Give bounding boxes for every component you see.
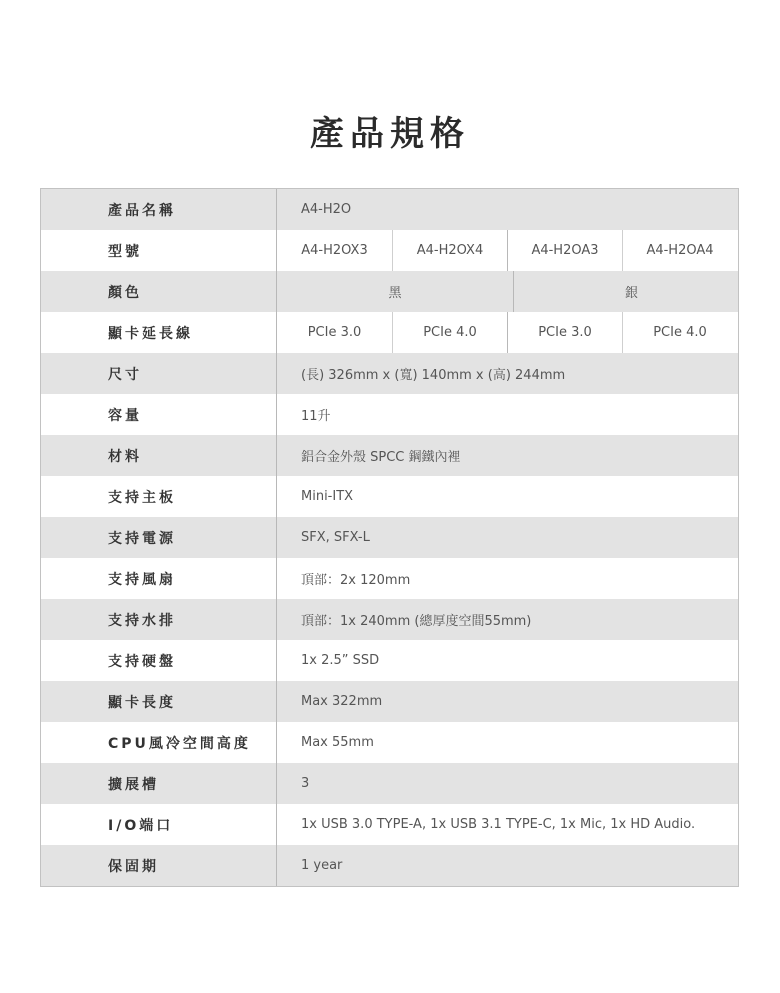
spec-table <box>40 188 739 887</box>
spec-row-motherboard <box>41 476 738 517</box>
row-label: 產品名稱 <box>41 189 277 230</box>
spec-row-storage <box>41 640 738 681</box>
model-cell: A4-H2OA3 <box>507 230 622 271</box>
spec-row-psu <box>41 517 738 558</box>
color-cells <box>277 271 749 312</box>
row-value: (長) 326mm x (寬) 140mm x (高) 244mm <box>301 368 566 383</box>
row-value: Max 55mm <box>301 735 374 750</box>
spec-row-cpu-cooler-height <box>41 722 738 763</box>
row-label: 顏色 <box>41 271 277 312</box>
row-label: 容量 <box>41 394 277 435</box>
row-value: 1x 2.5” SSD <box>301 653 380 668</box>
spec-row-riser-cable <box>41 312 738 353</box>
row-value: 1 year <box>301 858 343 873</box>
row-label: 尺寸 <box>41 353 277 394</box>
row-value: 頂部：1x 240mm (總厚度空間55mm) <box>301 614 532 629</box>
riser-cells <box>277 312 738 353</box>
spec-row-gpu-length <box>41 681 738 722</box>
spec-row-material <box>41 435 738 476</box>
row-value: 鋁合金外殼 SPCC 鋼鐵內裡 <box>301 450 461 465</box>
spec-row-warranty <box>41 845 738 886</box>
row-value: Mini-ITX <box>301 489 354 504</box>
spec-row-product-name <box>41 189 738 230</box>
row-label: 支持水排 <box>41 599 277 640</box>
page-title: 產品規格 <box>310 114 470 154</box>
model-cells <box>277 230 738 271</box>
row-label: 支持風扇 <box>41 558 277 599</box>
row-value: 3 <box>301 776 310 791</box>
row-label: 顯卡延長線 <box>41 312 277 353</box>
spec-row-volume <box>41 394 738 435</box>
row-label: CPU風冷空間高度 <box>41 722 277 763</box>
row-label: 型號 <box>41 230 277 271</box>
riser-cell: PCIe 3.0 <box>507 312 622 353</box>
riser-cell: PCIe 4.0 <box>622 312 737 353</box>
row-label: 保固期 <box>41 845 277 886</box>
model-cell: A4-H2OA4 <box>622 230 737 271</box>
spec-row-color <box>41 271 738 312</box>
spec-row-io-ports <box>41 804 738 845</box>
row-label: 支持主板 <box>41 476 277 517</box>
spec-row-radiator <box>41 599 738 640</box>
row-label: 支持電源 <box>41 517 277 558</box>
row-label: 支持硬盤 <box>41 640 277 681</box>
row-label: 材料 <box>41 435 277 476</box>
spec-row-expansion-slots <box>41 763 738 804</box>
row-value: 頂部：2x 120mm <box>301 573 411 588</box>
row-label: 顯卡長度 <box>41 681 277 722</box>
row-value: A4-H2O <box>301 202 352 217</box>
row-value: Max 322mm <box>301 694 383 709</box>
row-label: I/O端口 <box>41 804 277 845</box>
row-label: 擴展槽 <box>41 763 277 804</box>
row-value: 11升 <box>301 409 331 424</box>
row-value: SFX, SFX-L <box>301 530 370 545</box>
model-cell: A4-H2OX4 <box>392 230 507 271</box>
spec-row-fans <box>41 558 738 599</box>
spec-row-dimensions <box>41 353 738 394</box>
riser-cell: PCIe 4.0 <box>392 312 507 353</box>
color-cell-silver: 銀 <box>513 271 749 312</box>
spec-row-model <box>41 230 738 271</box>
row-value: 1x USB 3.0 TYPE-A, 1x USB 3.1 TYPE-C, 1x Mic, 1x HD Audio. <box>301 817 696 832</box>
riser-cell: PCIe 3.0 <box>307 325 362 340</box>
color-cell-black: 黑 <box>388 286 402 301</box>
model-cell: A4-H2OX3 <box>301 243 368 258</box>
